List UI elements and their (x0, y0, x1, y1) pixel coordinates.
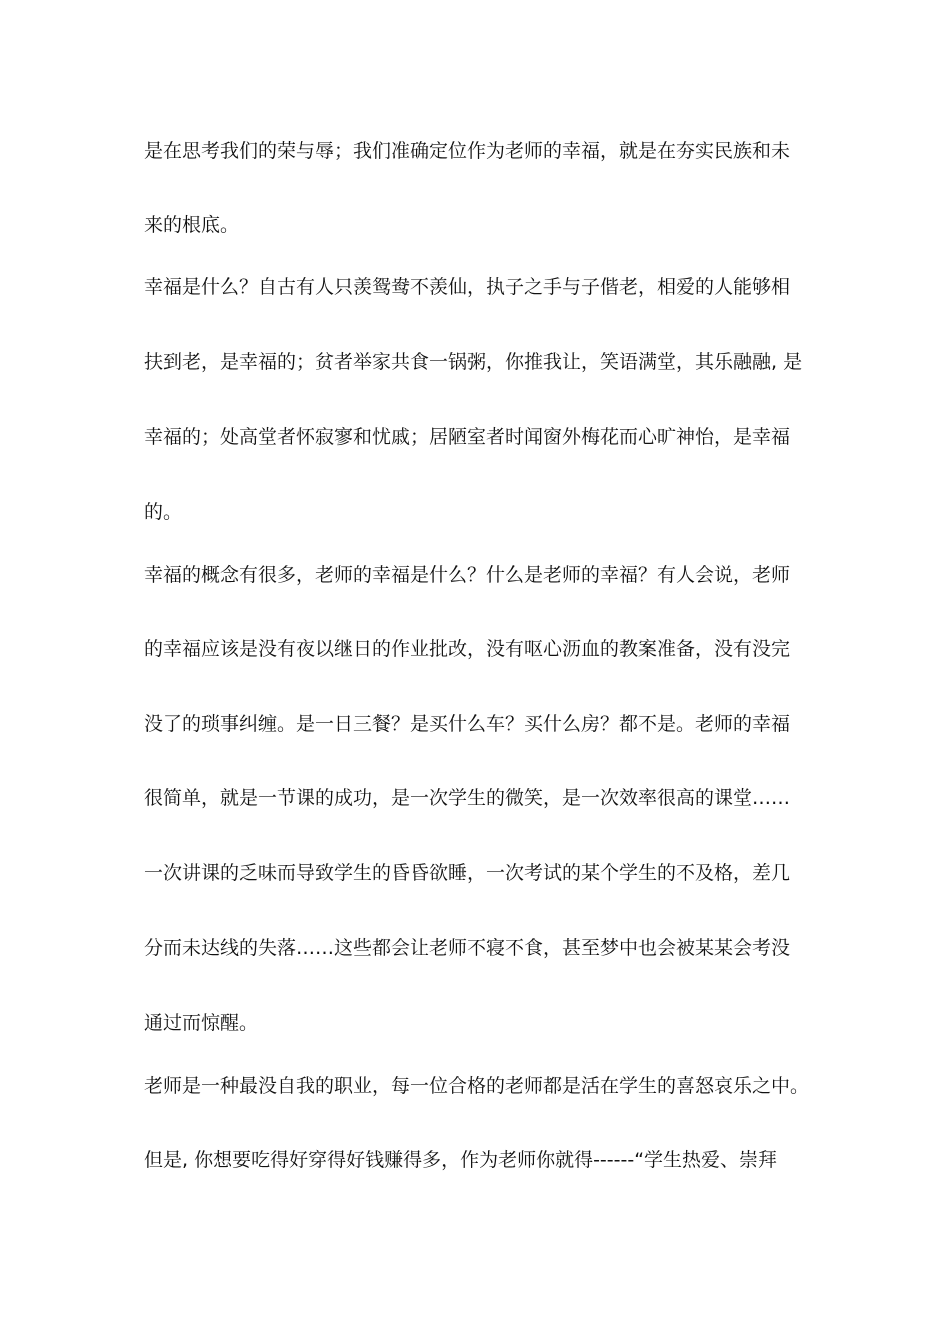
text-line: 来的根底。 (144, 214, 240, 236)
text-line: 老师是一种最没自我的职业，每一位合格的老师都是活在学生的喜怒哀乐之中。 (144, 1075, 810, 1097)
text-line: 扶到老，是幸福的；贫者举家共食一锅粥，你推我让，笑语满堂，其乐融融, 是 (144, 351, 803, 373)
text-line: 分而未达线的失落……这些都会让老师不寝不食，甚至梦中也会被某某会考没 (144, 937, 791, 959)
text-line: 是在思考我们的荣与辱；我们准确定位作为老师的幸福，就是在夯实民族和未 (144, 140, 791, 162)
text-line: 很简单，就是一节课的成功，是一次学生的微笑，是一次效率很高的课堂…… (144, 787, 791, 809)
text-line: 的。 (144, 501, 183, 523)
text-line: 幸福的；处高堂者怀寂寥和忧戚；居陋室者时闻窗外梅花而心旷神怡，是幸福 (144, 426, 791, 448)
text-line: 幸福是什么？自古有人只羡鸳鸯不羡仙，执子之手与子偕老，相爱的人能够相 (144, 276, 791, 298)
text-line: 一次讲课的乏味而导致学生的昏昏欲睡，一次考试的某个学生的不及格，差几 (144, 862, 791, 884)
text-line: 的幸福应该是没有夜以继日的作业批改，没有呕心沥血的教案准备，没有没完 (144, 638, 791, 660)
text-line: 但是, 你想要吃得好穿得好钱赚得多，作为老师你就得------“学生热爱、崇拜 (144, 1149, 778, 1171)
text-line: 通过而惊醒。 (144, 1012, 259, 1034)
text-line: 没了的琐事纠缠。是一日三餐？是买什么车？买什么房？都不是。老师的幸福 (144, 713, 791, 735)
text-line: 幸福的概念有很多，老师的幸福是什么？什么是老师的幸福？有人会说，老师 (144, 564, 791, 586)
